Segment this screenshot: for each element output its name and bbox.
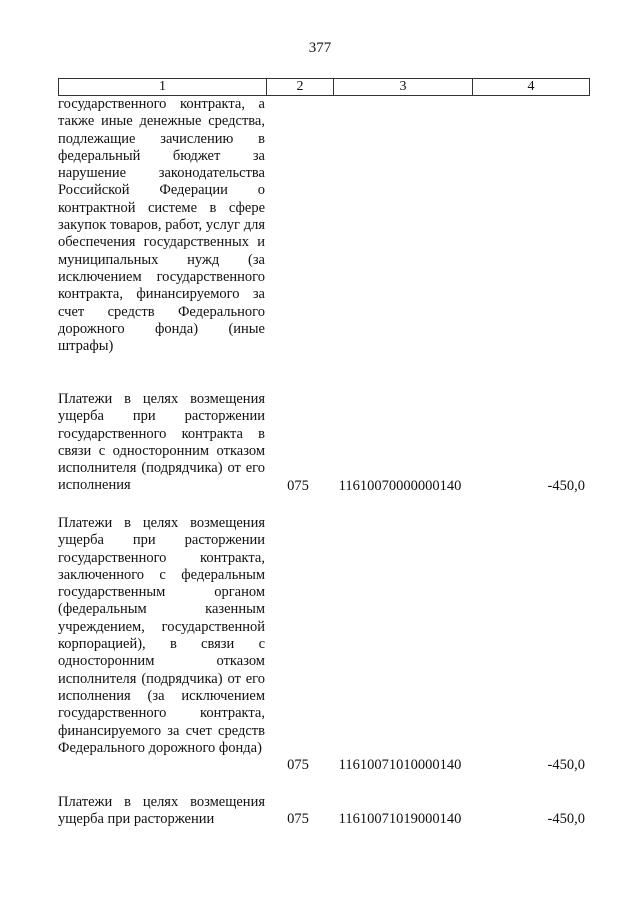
table-row [58, 794, 585, 834]
row-budget-code: 11610071019000140 [338, 811, 462, 827]
row-amount: -450,0 [547, 478, 585, 494]
column-header-4: 4 [473, 79, 590, 96]
row-amount: -450,0 [547, 811, 585, 827]
table-row [58, 96, 585, 376]
row-description: Платежи в целях возмещения ущерба при расторжении государственного контракта в связи с односторонним отказом исполнителя (подрядчика) от его исполнения [58, 391, 265, 494]
row-budget-code: 11610071010000140 [338, 757, 462, 773]
row-budget-code: 11610070000000140 [338, 478, 462, 494]
column-header-1: 1 [59, 79, 267, 96]
column-header-table [58, 78, 590, 96]
table-row [58, 391, 585, 501]
page-number: 377 [308, 40, 332, 56]
row-admin-code: 075 [287, 757, 309, 773]
row-description: Платежи в целях возмещения ущерба при расторжении [58, 794, 265, 828]
column-header-3: 3 [334, 79, 473, 96]
table-row [58, 515, 585, 780]
row-admin-code: 075 [287, 811, 309, 827]
row-description: Платежи в целях возмещения ущерба при расторжении государственного контракта, заключенного с федеральным государственным органом (федеральным казенным учреждением, государственной корпорацией), в связи с односторонним отказом исполнителя (подрядчика) от его исполнения (за исключением государственного контракта, финансируемого за счет средств Федерального дорожного фонда) [58, 515, 265, 756]
column-header-row [59, 79, 590, 96]
row-description: государственного контракта, а также иные денежные средства, подлежащие зачислению в федеральный бюджет за нарушение законодательства Российской Федерации о контрактной системе в сфере закупок товаров, работ, услуг для обеспечения государственных и муниципальных нужд (за исключением государственного контракта, финансируемого за счет средств Федерального дорожного фонда) (иные штрафы) [58, 96, 265, 355]
column-header-2: 2 [267, 79, 334, 96]
row-admin-code: 075 [287, 478, 309, 494]
row-amount: -450,0 [547, 757, 585, 773]
